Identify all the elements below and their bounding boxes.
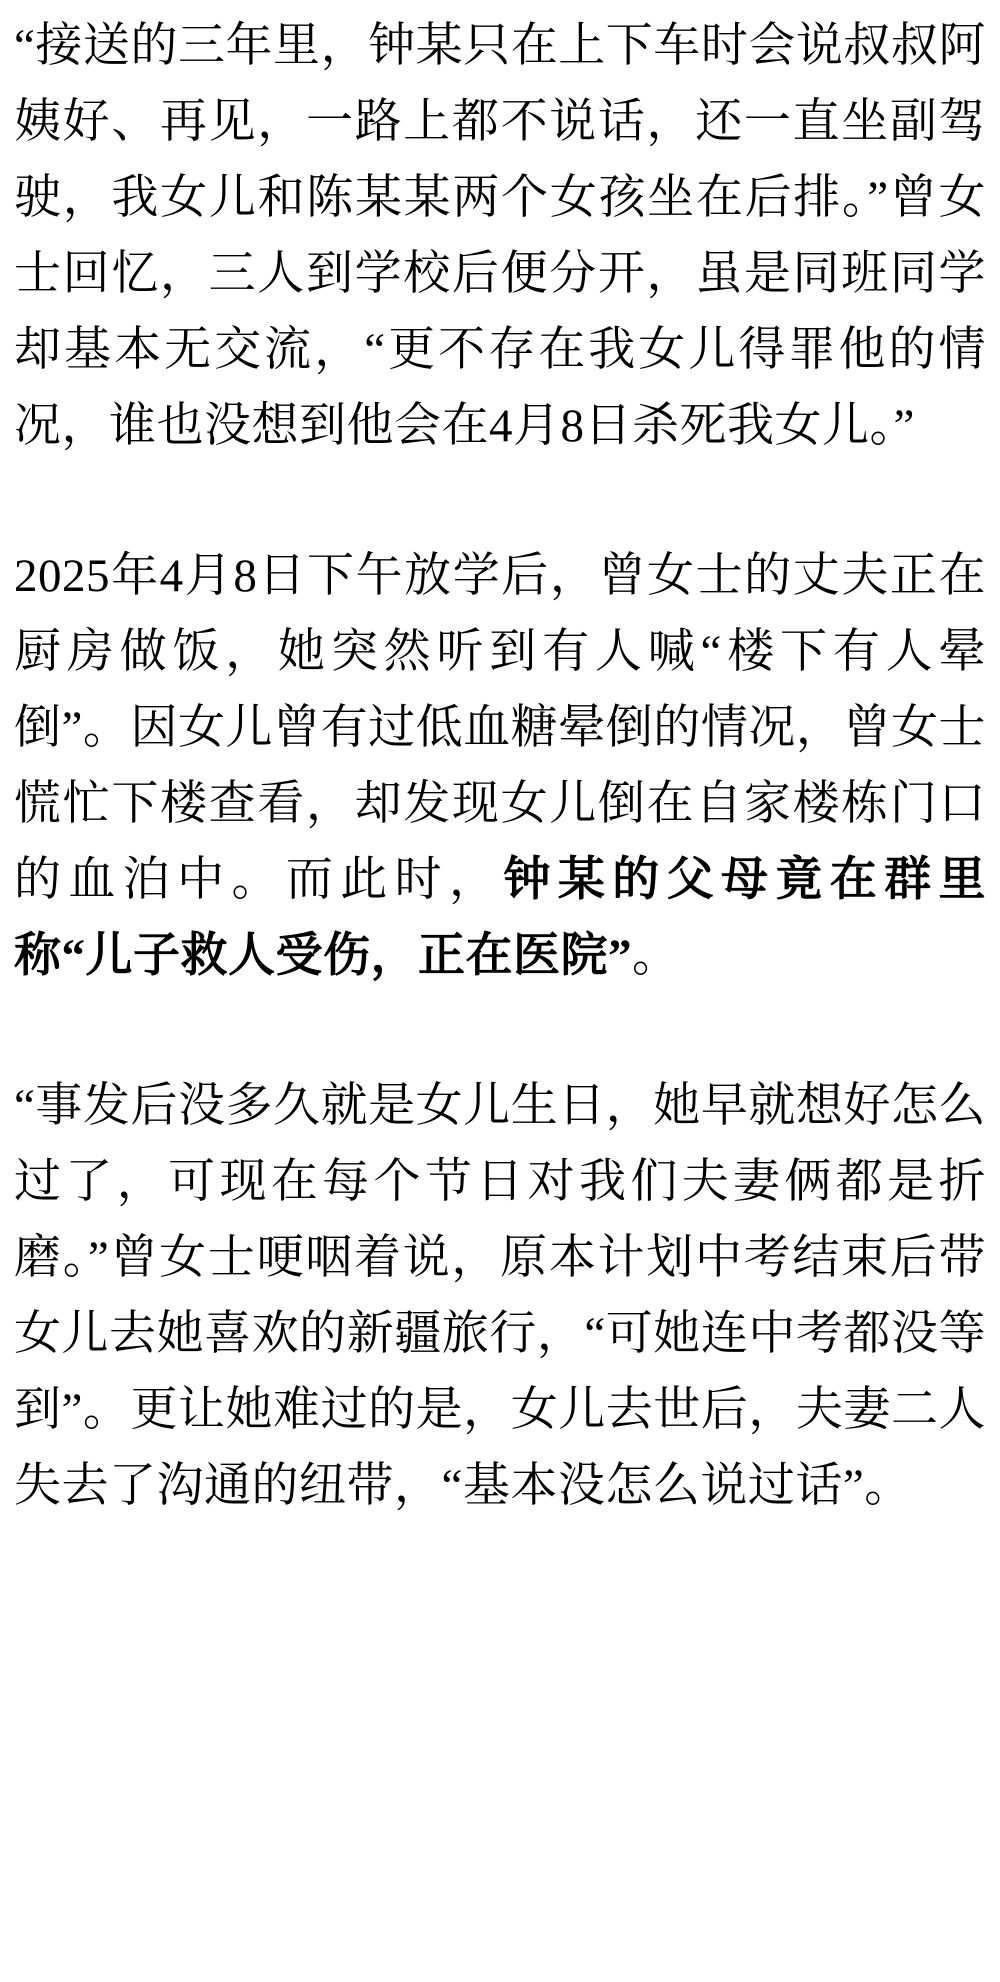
- paragraph-3: “事发后没多久就是女儿生日，她早就想好怎么过了，可现在每个节日对我们夫妻俩都是折磨。”曾女士哽咽着说，原本计划中考结束后带女儿去她喜欢的新疆旅行，“可她连中考都没等到”。更让她难过的是，女儿去世后，夫妻二人失去了沟通的纽带，“基本没怎么说过话”。: [14, 1080, 986, 1512]
- paragraph-1: “接送的三年里，钟某只在上下车时会说叔叔阿姨好、再见，一路上都不说话，还一直坐副驾驶，我女儿和陈某某两个女孩坐在后排。”曾女士回忆，三人到学校后便分开，虽是同班同学却基本无交流，“更不存在我女儿得罪他的情况，谁也没想到他会在4月8日杀死我女儿。”: [14, 20, 986, 452]
- paragraph-spacer-1: [14, 464, 986, 538]
- paragraph-2: [14, 538, 986, 994]
- paragraph-2-segment-normal-2: 。: [632, 930, 680, 982]
- paragraph-2-segment-normal-1: 2025年4月8日下午放学后，曾女士的丈夫正在厨房做饭，她突然听到有人喊“楼下有人晕倒”。因女儿曾有过低血糖晕倒的情况，曾女士慌忙下楼查看，却发现女儿倒在自家楼栋门口的血泊中。而此时，: [14, 550, 986, 906]
- paragraph-2-segment-bold: 钟某的父母竟在群里称“儿子救人受伤，正在医院”: [14, 854, 987, 982]
- paragraph-spacer-2: [14, 994, 986, 1068]
